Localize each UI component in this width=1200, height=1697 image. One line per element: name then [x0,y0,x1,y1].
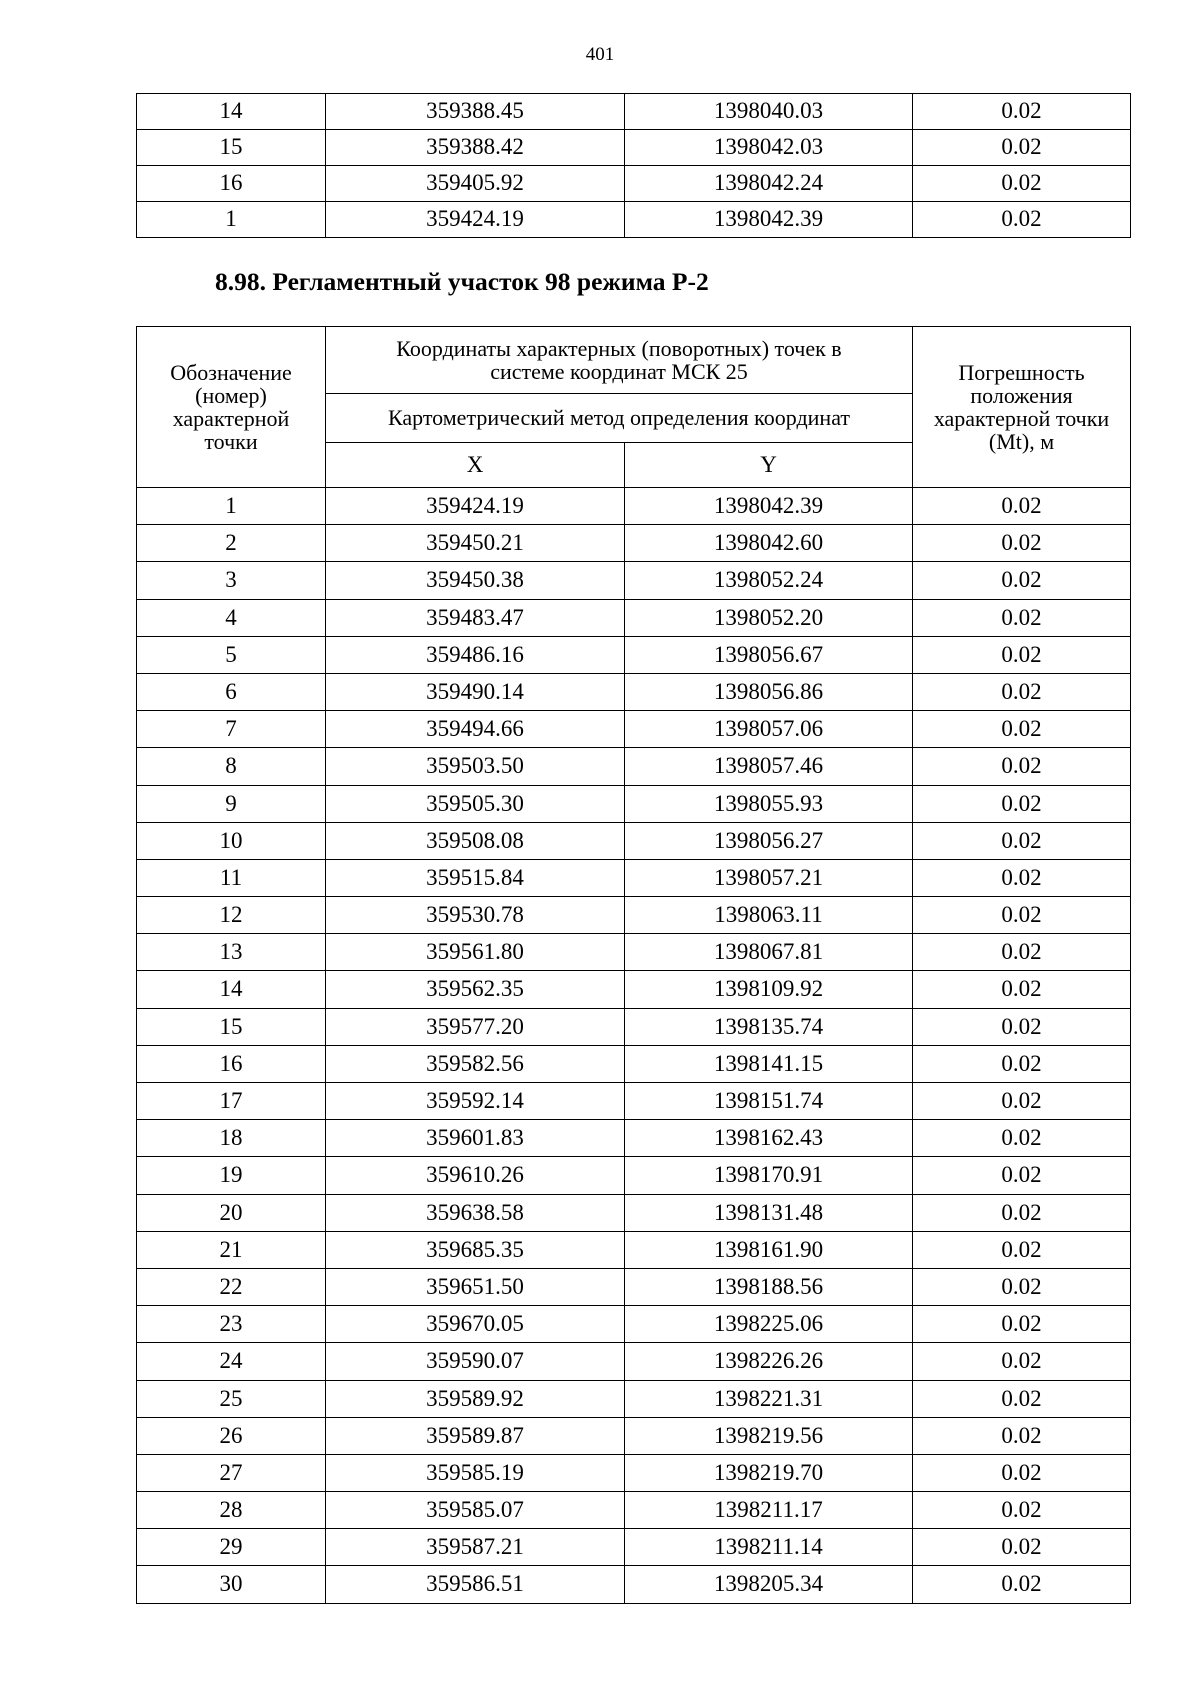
table-row [137,525,1131,562]
table-row [137,1120,1131,1157]
error-cell: 0.02 [913,1231,1131,1268]
y-coordinate-cell: 1398211.14 [625,1529,913,1566]
point-number-cell: 14 [137,94,326,130]
y-coordinate-cell: 1398135.74 [625,1008,913,1045]
previous-coordinates-table [136,93,1131,238]
x-coordinate-cell: 359601.83 [326,1120,625,1157]
point-number-cell: 3 [137,562,326,599]
error-cell: 0.02 [913,934,1131,971]
error-cell: 0.02 [913,897,1131,934]
x-coordinate-cell: 359670.05 [326,1306,625,1343]
point-number-cell: 12 [137,897,326,934]
y-coordinate-cell: 1398057.21 [625,859,913,896]
point-number-cell: 2 [137,525,326,562]
coordinates-table [136,326,1131,1604]
x-coordinate-cell: 359483.47 [326,599,625,636]
y-coordinate-cell: 1398056.67 [625,636,913,673]
x-coordinate-cell: 359424.19 [326,488,625,525]
y-coordinate-cell: 1398052.20 [625,599,913,636]
error-cell: 0.02 [913,1529,1131,1566]
header-x: X [326,443,625,488]
point-number-cell: 4 [137,599,326,636]
point-number-cell: 24 [137,1343,326,1380]
point-number-cell: 18 [137,1120,326,1157]
error-cell: 0.02 [913,1380,1131,1417]
y-coordinate-cell: 1398221.31 [625,1380,913,1417]
table-row [137,1306,1131,1343]
x-coordinate-cell: 359592.14 [326,1083,625,1120]
x-coordinate-cell: 359589.87 [326,1417,625,1454]
point-number-cell: 9 [137,785,326,822]
x-coordinate-cell: 359388.45 [326,94,625,130]
point-number-cell: 17 [137,1083,326,1120]
error-cell: 0.02 [913,1566,1131,1603]
x-coordinate-cell: 359490.14 [326,673,625,710]
error-cell: 0.02 [913,599,1131,636]
y-coordinate-cell: 1398067.81 [625,934,913,971]
error-cell: 0.02 [913,1268,1131,1305]
x-coordinate-cell: 359405.92 [326,166,625,202]
point-number-cell: 15 [137,1008,326,1045]
table-row [137,1566,1131,1603]
table-row [137,1231,1131,1268]
table-row [137,859,1131,896]
table-row [137,1380,1131,1417]
point-number-cell: 8 [137,748,326,785]
error-cell: 0.02 [913,1120,1131,1157]
point-number-cell: 20 [137,1194,326,1231]
table-row [137,636,1131,673]
y-coordinate-cell: 1398170.91 [625,1157,913,1194]
x-coordinate-cell: 359424.19 [326,202,625,238]
y-coordinate-cell: 1398161.90 [625,1231,913,1268]
y-coordinate-cell: 1398056.27 [625,822,913,859]
point-number-cell: 1 [137,202,326,238]
header-method: Картометрический метод определения координат [326,394,913,443]
point-number-cell: 15 [137,130,326,166]
error-cell: 0.02 [913,1194,1131,1231]
table-row [137,934,1131,971]
section-heading: 8.98. Регламентный участок 98 режима Р-2 [215,267,709,296]
error-cell: 0.02 [913,636,1131,673]
x-coordinate-cell: 359450.21 [326,525,625,562]
point-number-cell: 21 [137,1231,326,1268]
table-row [137,202,1131,238]
point-number-cell: 7 [137,711,326,748]
header-error: Погрешность положения характерной точки (Mt), м [913,327,1131,488]
point-number-cell: 28 [137,1492,326,1529]
error-cell: 0.02 [913,711,1131,748]
x-coordinate-cell: 359586.51 [326,1566,625,1603]
table-row [137,1083,1131,1120]
error-cell: 0.02 [913,673,1131,710]
table-row [137,785,1131,822]
table-row [137,94,1131,130]
x-coordinate-cell: 359486.16 [326,636,625,673]
error-cell: 0.02 [913,1306,1131,1343]
point-number-cell: 5 [137,636,326,673]
x-coordinate-cell: 359494.66 [326,711,625,748]
table-row [137,1194,1131,1231]
error-cell: 0.02 [913,525,1131,562]
table-row [137,130,1131,166]
point-number-cell: 6 [137,673,326,710]
y-coordinate-cell: 1398219.56 [625,1417,913,1454]
y-coordinate-cell: 1398205.34 [625,1566,913,1603]
table-row [137,1417,1131,1454]
y-coordinate-cell: 1398063.11 [625,897,913,934]
table-row [137,562,1131,599]
table-row [137,599,1131,636]
error-cell: 0.02 [913,94,1131,130]
table-row [137,1157,1131,1194]
error-cell: 0.02 [913,202,1131,238]
table-row [137,822,1131,859]
error-cell: 0.02 [913,1492,1131,1529]
table-row [137,711,1131,748]
y-coordinate-cell: 1398131.48 [625,1194,913,1231]
point-number-cell: 10 [137,822,326,859]
error-cell: 0.02 [913,1045,1131,1082]
x-coordinate-cell: 359577.20 [326,1008,625,1045]
table-row [137,1045,1131,1082]
error-cell: 0.02 [913,488,1131,525]
y-coordinate-cell: 1398162.43 [625,1120,913,1157]
error-cell: 0.02 [913,859,1131,896]
x-coordinate-cell: 359388.42 [326,130,625,166]
error-cell: 0.02 [913,1454,1131,1491]
x-coordinate-cell: 359590.07 [326,1343,625,1380]
error-cell: 0.02 [913,1083,1131,1120]
x-coordinate-cell: 359638.58 [326,1194,625,1231]
table-row [137,1008,1131,1045]
error-cell: 0.02 [913,166,1131,202]
point-number-cell: 16 [137,166,326,202]
x-coordinate-cell: 359587.21 [326,1529,625,1566]
x-coordinate-cell: 359589.92 [326,1380,625,1417]
y-coordinate-cell: 1398042.39 [625,202,913,238]
x-coordinate-cell: 359685.35 [326,1231,625,1268]
x-coordinate-cell: 359503.50 [326,748,625,785]
x-coordinate-cell: 359505.30 [326,785,625,822]
y-coordinate-cell: 1398211.17 [625,1492,913,1529]
y-coordinate-cell: 1398055.93 [625,785,913,822]
error-cell: 0.02 [913,822,1131,859]
point-number-cell: 27 [137,1454,326,1491]
error-cell: 0.02 [913,1343,1131,1380]
table-row [137,166,1131,202]
header-point-designation: Обозначение (номер) характерной точки [137,327,326,488]
point-number-cell: 19 [137,1157,326,1194]
point-number-cell: 26 [137,1417,326,1454]
error-cell: 0.02 [913,748,1131,785]
y-coordinate-cell: 1398151.74 [625,1083,913,1120]
x-coordinate-cell: 359515.84 [326,859,625,896]
y-coordinate-cell: 1398042.24 [625,166,913,202]
header-y: Y [625,443,913,488]
y-coordinate-cell: 1398056.86 [625,673,913,710]
point-number-cell: 13 [137,934,326,971]
y-coordinate-cell: 1398040.03 [625,94,913,130]
y-coordinate-cell: 1398042.39 [625,488,913,525]
point-number-cell: 14 [137,971,326,1008]
y-coordinate-cell: 1398042.03 [625,130,913,166]
y-coordinate-cell: 1398188.56 [625,1268,913,1305]
x-coordinate-cell: 359585.19 [326,1454,625,1491]
table-row [137,748,1131,785]
y-coordinate-cell: 1398109.92 [625,971,913,1008]
x-coordinate-cell: 359561.80 [326,934,625,971]
error-cell: 0.02 [913,1008,1131,1045]
x-coordinate-cell: 359450.38 [326,562,625,599]
y-coordinate-cell: 1398057.06 [625,711,913,748]
table-row [137,897,1131,934]
error-cell: 0.02 [913,130,1131,166]
point-number-cell: 1 [137,488,326,525]
x-coordinate-cell: 359585.07 [326,1492,625,1529]
table-header [137,327,1131,488]
table-row [137,1529,1131,1566]
header-coordinates-title: Координаты характерных (поворотных) точек в системе координат МСК 25 [326,327,913,394]
table-row [137,488,1131,525]
table-row [137,673,1131,710]
point-number-cell: 23 [137,1306,326,1343]
table-row [137,1492,1131,1529]
point-number-cell: 16 [137,1045,326,1082]
error-cell: 0.02 [913,562,1131,599]
y-coordinate-cell: 1398225.06 [625,1306,913,1343]
x-coordinate-cell: 359582.56 [326,1045,625,1082]
x-coordinate-cell: 359562.35 [326,971,625,1008]
y-coordinate-cell: 1398226.26 [625,1343,913,1380]
table-row [137,971,1131,1008]
point-number-cell: 30 [137,1566,326,1603]
previous-table-body [137,94,1131,238]
x-coordinate-cell: 359508.08 [326,822,625,859]
page-number: 401 [585,44,615,65]
table-row [137,1268,1131,1305]
y-coordinate-cell: 1398057.46 [625,748,913,785]
table-body [137,488,1131,1604]
y-coordinate-cell: 1398219.70 [625,1454,913,1491]
point-number-cell: 29 [137,1529,326,1566]
point-number-cell: 11 [137,859,326,896]
point-number-cell: 22 [137,1268,326,1305]
error-cell: 0.02 [913,1157,1131,1194]
table-row [137,1454,1131,1491]
error-cell: 0.02 [913,785,1131,822]
point-number-cell: 25 [137,1380,326,1417]
y-coordinate-cell: 1398042.60 [625,525,913,562]
y-coordinate-cell: 1398052.24 [625,562,913,599]
x-coordinate-cell: 359610.26 [326,1157,625,1194]
x-coordinate-cell: 359651.50 [326,1268,625,1305]
x-coordinate-cell: 359530.78 [326,897,625,934]
error-cell: 0.02 [913,1417,1131,1454]
table-row [137,1343,1131,1380]
error-cell: 0.02 [913,971,1131,1008]
y-coordinate-cell: 1398141.15 [625,1045,913,1082]
